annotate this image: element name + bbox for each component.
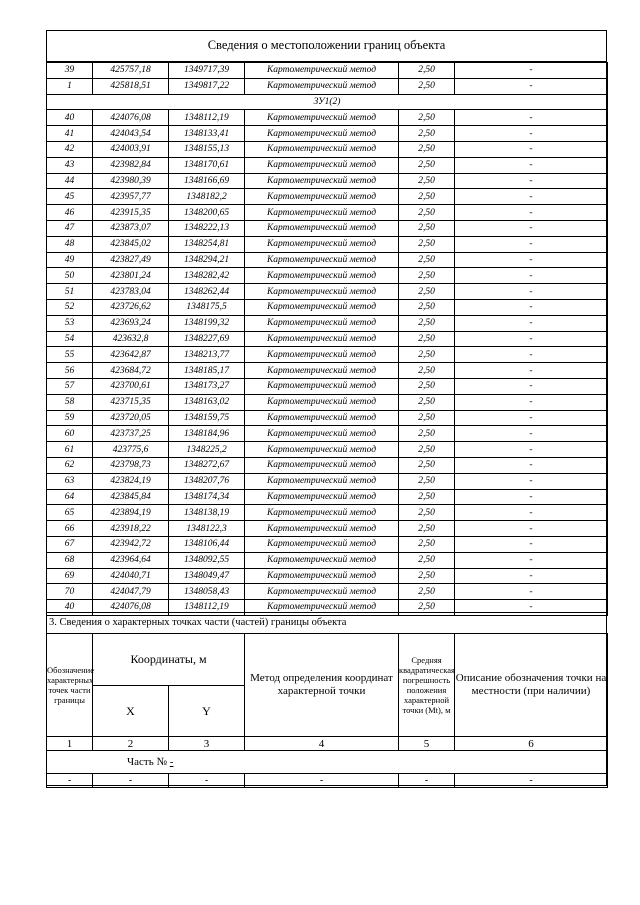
description-cell: - <box>455 363 608 379</box>
accuracy-cell: 2,50 <box>399 536 455 552</box>
x-coordinate: 423982,84 <box>93 157 169 173</box>
col-num-4: 4 <box>245 737 399 751</box>
empty-cell: - <box>93 774 169 788</box>
x-coordinate: 423980,39 <box>93 173 169 189</box>
accuracy-cell: 2,50 <box>399 205 455 221</box>
x-coordinate: 424040,71 <box>93 568 169 584</box>
point-number: 54 <box>47 331 93 347</box>
x-coordinate: 423964,64 <box>93 552 169 568</box>
table-row <box>47 78 608 94</box>
y-coordinate: 1348163,02 <box>169 394 245 410</box>
accuracy-cell: 2,50 <box>399 268 455 284</box>
point-number: 40 <box>47 110 93 126</box>
y-coordinate: 1348106,44 <box>169 536 245 552</box>
x-coordinate: 423824,19 <box>93 473 169 489</box>
x-coordinate: 423775,6 <box>93 442 169 458</box>
description-cell: - <box>455 126 608 142</box>
method-cell: Картометрический метод <box>245 315 399 331</box>
y-coordinate: 1348112,19 <box>169 600 245 616</box>
accuracy-cell: 2,50 <box>399 347 455 363</box>
method-cell: Картометрический метод <box>245 126 399 142</box>
point-number: 47 <box>47 220 93 236</box>
table-row <box>47 284 608 300</box>
method-cell: Картометрический метод <box>245 347 399 363</box>
point-number: 39 <box>47 63 93 79</box>
table-row <box>47 378 608 394</box>
y-coordinate: 1348166,69 <box>169 173 245 189</box>
y-coordinate: 1348200,65 <box>169 205 245 221</box>
table-row <box>47 442 608 458</box>
header-x: X <box>93 686 169 737</box>
x-coordinate: 423684,72 <box>93 363 169 379</box>
x-coordinate: 423700,61 <box>93 378 169 394</box>
table-row <box>47 347 608 363</box>
description-cell: - <box>455 236 608 252</box>
accuracy-cell: 2,50 <box>399 236 455 252</box>
method-cell: Картометрический метод <box>245 426 399 442</box>
accuracy-cell: 2,50 <box>399 363 455 379</box>
y-coordinate: 1348182,2 <box>169 189 245 205</box>
description-cell: - <box>455 268 608 284</box>
accuracy-cell: 2,50 <box>399 189 455 205</box>
method-cell: Картометрический метод <box>245 157 399 173</box>
header-coordinates: Координаты, м <box>93 634 245 686</box>
section-3-title: 3. Сведения о характерных точках части (частей) границы объекта <box>46 612 607 634</box>
method-cell: Картометрический метод <box>245 600 399 616</box>
empty-cell: - <box>399 774 455 788</box>
x-coordinate: 423942,72 <box>93 536 169 552</box>
method-cell: Картометрический метод <box>245 331 399 347</box>
description-cell: - <box>455 299 608 315</box>
empty-cell: - <box>455 774 608 788</box>
table-row <box>47 457 608 473</box>
accuracy-cell: 2,50 <box>399 442 455 458</box>
table-row <box>47 110 608 126</box>
part-label-row <box>47 751 608 774</box>
description-cell: - <box>455 205 608 221</box>
accuracy-cell: 2,50 <box>399 315 455 331</box>
point-number: 60 <box>47 426 93 442</box>
y-coordinate: 1348213,77 <box>169 347 245 363</box>
point-number: 69 <box>47 568 93 584</box>
description-cell: - <box>455 473 608 489</box>
y-coordinate: 1349717,39 <box>169 63 245 79</box>
table-row <box>47 505 608 521</box>
point-number: 51 <box>47 284 93 300</box>
point-number: 40 <box>47 600 93 616</box>
description-cell: - <box>455 536 608 552</box>
method-cell: Картометрический метод <box>245 110 399 126</box>
table-row <box>47 363 608 379</box>
y-coordinate: 1348254,81 <box>169 236 245 252</box>
description-cell: - <box>455 426 608 442</box>
y-coordinate: 1348133,41 <box>169 126 245 142</box>
y-coordinate: 1348225,2 <box>169 442 245 458</box>
table-row <box>47 426 608 442</box>
point-number: 59 <box>47 410 93 426</box>
accuracy-cell: 2,50 <box>399 220 455 236</box>
x-coordinate: 423726,62 <box>93 299 169 315</box>
method-cell: Картометрический метод <box>245 268 399 284</box>
y-coordinate: 1348092,55 <box>169 552 245 568</box>
method-cell: Картометрический метод <box>245 284 399 300</box>
y-coordinate: 1348222,13 <box>169 220 245 236</box>
x-coordinate: 423873,07 <box>93 220 169 236</box>
method-cell: Картометрический метод <box>245 63 399 79</box>
header-designation: Обозначение характерных точек части границы <box>47 634 93 737</box>
part-label: Часть № <box>127 756 167 768</box>
description-cell: - <box>455 63 608 79</box>
y-coordinate: 1348112,19 <box>169 110 245 126</box>
y-coordinate: 1348294,21 <box>169 252 245 268</box>
accuracy-cell: 2,50 <box>399 584 455 600</box>
x-coordinate: 423915,35 <box>93 205 169 221</box>
part-number: - <box>169 756 174 768</box>
x-coordinate: 424047,79 <box>93 584 169 600</box>
point-number: 65 <box>47 505 93 521</box>
x-coordinate: 423632,8 <box>93 331 169 347</box>
method-cell: Картометрический метод <box>245 505 399 521</box>
empty-cell: - <box>47 774 93 788</box>
point-number: 63 <box>47 473 93 489</box>
y-coordinate: 1348173,27 <box>169 378 245 394</box>
table-row <box>47 268 608 284</box>
table-row <box>47 536 608 552</box>
x-coordinate: 424076,08 <box>93 110 169 126</box>
description-cell: - <box>455 173 608 189</box>
accuracy-cell: 2,50 <box>399 126 455 142</box>
y-coordinate: 1348199,32 <box>169 315 245 331</box>
accuracy-cell: 2,50 <box>399 378 455 394</box>
accuracy-cell: 2,50 <box>399 426 455 442</box>
method-cell: Картометрический метод <box>245 442 399 458</box>
description-cell: - <box>455 505 608 521</box>
y-coordinate: 1349817,22 <box>169 78 245 94</box>
method-cell: Картометрический метод <box>245 410 399 426</box>
description-cell: - <box>455 442 608 458</box>
description-cell: - <box>455 489 608 505</box>
description-cell: - <box>455 394 608 410</box>
table-row <box>47 584 608 600</box>
x-coordinate: 423957,77 <box>93 189 169 205</box>
method-cell: Картометрический метод <box>245 173 399 189</box>
col-num-6: 6 <box>455 737 608 751</box>
point-number: 45 <box>47 189 93 205</box>
y-coordinate: 1348175,5 <box>169 299 245 315</box>
accuracy-cell: 2,50 <box>399 331 455 347</box>
x-coordinate: 423715,35 <box>93 394 169 410</box>
method-cell: Картометрический метод <box>245 220 399 236</box>
y-coordinate: 1348122,3 <box>169 521 245 537</box>
method-cell: Картометрический метод <box>245 584 399 600</box>
method-cell: Картометрический метод <box>245 299 399 315</box>
x-coordinate: 423737,25 <box>93 426 169 442</box>
method-cell: Картометрический метод <box>245 78 399 94</box>
subsection-label: ЗУ1(2) <box>47 94 608 110</box>
point-number: 62 <box>47 457 93 473</box>
table-row <box>47 394 608 410</box>
point-number: 70 <box>47 584 93 600</box>
method-cell: Картометрический метод <box>245 205 399 221</box>
header-y: Y <box>169 686 245 737</box>
accuracy-cell: 2,50 <box>399 521 455 537</box>
y-coordinate: 1348282,42 <box>169 268 245 284</box>
point-number: 56 <box>47 363 93 379</box>
table-row <box>47 473 608 489</box>
x-coordinate: 423642,87 <box>93 347 169 363</box>
table-row <box>47 489 608 505</box>
y-coordinate: 1348159,75 <box>169 410 245 426</box>
accuracy-cell: 2,50 <box>399 410 455 426</box>
x-coordinate: 423720,05 <box>93 410 169 426</box>
x-coordinate: 425818,51 <box>93 78 169 94</box>
table-row <box>47 141 608 157</box>
accuracy-cell: 2,50 <box>399 600 455 616</box>
accuracy-cell: 2,50 <box>399 173 455 189</box>
y-coordinate: 1348049,47 <box>169 568 245 584</box>
table-row <box>47 189 608 205</box>
y-coordinate: 1348262,44 <box>169 284 245 300</box>
part-points-table <box>46 633 608 788</box>
point-number: 57 <box>47 378 93 394</box>
point-number: 48 <box>47 236 93 252</box>
point-number: 68 <box>47 552 93 568</box>
x-coordinate: 423783,04 <box>93 284 169 300</box>
point-number: 42 <box>47 141 93 157</box>
x-coordinate: 423894,19 <box>93 505 169 521</box>
x-coordinate: 423845,84 <box>93 489 169 505</box>
description-cell: - <box>455 141 608 157</box>
accuracy-cell: 2,50 <box>399 457 455 473</box>
x-coordinate: 423827,49 <box>93 252 169 268</box>
method-cell: Картометрический метод <box>245 473 399 489</box>
accuracy-cell: 2,50 <box>399 63 455 79</box>
description-cell: - <box>455 78 608 94</box>
description-cell: - <box>455 600 608 616</box>
header-method: Метод определения координат характерной точки <box>245 634 399 737</box>
y-coordinate: 1348272,67 <box>169 457 245 473</box>
accuracy-cell: 2,50 <box>399 157 455 173</box>
table-row <box>47 63 608 79</box>
table-row <box>47 157 608 173</box>
point-number: 61 <box>47 442 93 458</box>
description-cell: - <box>455 552 608 568</box>
col-num-5: 5 <box>399 737 455 751</box>
description-cell: - <box>455 284 608 300</box>
method-cell: Картометрический метод <box>245 252 399 268</box>
boundary-points-table <box>46 62 608 616</box>
table-row <box>47 552 608 568</box>
table-row <box>47 568 608 584</box>
accuracy-cell: 2,50 <box>399 284 455 300</box>
header-accuracy: Средняя квадратическая погрешность положения характерной точки (Mt), м <box>399 634 455 737</box>
point-number: 66 <box>47 521 93 537</box>
point-number: 43 <box>47 157 93 173</box>
method-cell: Картометрический метод <box>245 363 399 379</box>
point-number: 50 <box>47 268 93 284</box>
section-title: Сведения о местоположении границ объекта <box>46 30 607 62</box>
y-coordinate: 1348185,17 <box>169 363 245 379</box>
table-row <box>47 220 608 236</box>
table-row <box>47 126 608 142</box>
accuracy-cell: 2,50 <box>399 473 455 489</box>
y-coordinate: 1348174,34 <box>169 489 245 505</box>
table-row <box>47 299 608 315</box>
description-cell: - <box>455 410 608 426</box>
accuracy-cell: 2,50 <box>399 568 455 584</box>
description-cell: - <box>455 252 608 268</box>
x-coordinate: 423801,24 <box>93 268 169 284</box>
description-cell: - <box>455 568 608 584</box>
point-number: 41 <box>47 126 93 142</box>
point-number: 49 <box>47 252 93 268</box>
accuracy-cell: 2,50 <box>399 78 455 94</box>
y-coordinate: 1348184,96 <box>169 426 245 442</box>
method-cell: Картометрический метод <box>245 521 399 537</box>
point-number: 1 <box>47 78 93 94</box>
method-cell: Картометрический метод <box>245 568 399 584</box>
point-number: 55 <box>47 347 93 363</box>
point-number: 64 <box>47 489 93 505</box>
accuracy-cell: 2,50 <box>399 552 455 568</box>
y-coordinate: 1348170,61 <box>169 157 245 173</box>
y-coordinate: 1348138,19 <box>169 505 245 521</box>
description-cell: - <box>455 457 608 473</box>
col-num-1: 1 <box>47 737 93 751</box>
description-cell: - <box>455 378 608 394</box>
point-number: 52 <box>47 299 93 315</box>
accuracy-cell: 2,50 <box>399 394 455 410</box>
table-row <box>47 315 608 331</box>
x-coordinate: 424076,08 <box>93 600 169 616</box>
description-cell: - <box>455 521 608 537</box>
description-cell: - <box>455 315 608 331</box>
empty-cell: - <box>169 774 245 788</box>
description-cell: - <box>455 189 608 205</box>
method-cell: Картометрический метод <box>245 189 399 205</box>
y-coordinate: 1348227,69 <box>169 331 245 347</box>
accuracy-cell: 2,50 <box>399 110 455 126</box>
description-cell: - <box>455 157 608 173</box>
point-number: 44 <box>47 173 93 189</box>
x-coordinate: 423798,73 <box>93 457 169 473</box>
x-coordinate: 423845,02 <box>93 236 169 252</box>
point-number: 58 <box>47 394 93 410</box>
col-num-3: 3 <box>169 737 245 751</box>
method-cell: Картометрический метод <box>245 141 399 157</box>
y-coordinate: 1348058,43 <box>169 584 245 600</box>
point-number: 53 <box>47 315 93 331</box>
method-cell: Картометрический метод <box>245 457 399 473</box>
x-coordinate: 423918,22 <box>93 521 169 537</box>
table-row <box>47 331 608 347</box>
table-row <box>47 252 608 268</box>
empty-cell: - <box>245 774 399 788</box>
accuracy-cell: 2,50 <box>399 505 455 521</box>
table-row <box>47 521 608 537</box>
table-row <box>47 173 608 189</box>
x-coordinate: 424003,91 <box>93 141 169 157</box>
table-row <box>47 205 608 221</box>
x-coordinate: 424043,54 <box>93 126 169 142</box>
accuracy-cell: 2,50 <box>399 252 455 268</box>
table-row <box>47 236 608 252</box>
point-number: 46 <box>47 205 93 221</box>
col-num-2: 2 <box>93 737 169 751</box>
description-cell: - <box>455 110 608 126</box>
header-description: Описание обозначения точки на местности (при наличии) <box>455 634 608 737</box>
method-cell: Картометрический метод <box>245 489 399 505</box>
method-cell: Картометрический метод <box>245 394 399 410</box>
method-cell: Картометрический метод <box>245 378 399 394</box>
accuracy-cell: 2,50 <box>399 299 455 315</box>
method-cell: Картометрический метод <box>245 236 399 252</box>
description-cell: - <box>455 584 608 600</box>
y-coordinate: 1348207,76 <box>169 473 245 489</box>
x-coordinate: 425757,18 <box>93 63 169 79</box>
method-cell: Картометрический метод <box>245 552 399 568</box>
x-coordinate: 423693,24 <box>93 315 169 331</box>
description-cell: - <box>455 347 608 363</box>
description-cell: - <box>455 220 608 236</box>
y-coordinate: 1348155,13 <box>169 141 245 157</box>
point-number: 67 <box>47 536 93 552</box>
description-cell: - <box>455 331 608 347</box>
accuracy-cell: 2,50 <box>399 489 455 505</box>
accuracy-cell: 2,50 <box>399 141 455 157</box>
table-row <box>47 410 608 426</box>
method-cell: Картометрический метод <box>245 536 399 552</box>
subsection-row <box>47 94 608 110</box>
